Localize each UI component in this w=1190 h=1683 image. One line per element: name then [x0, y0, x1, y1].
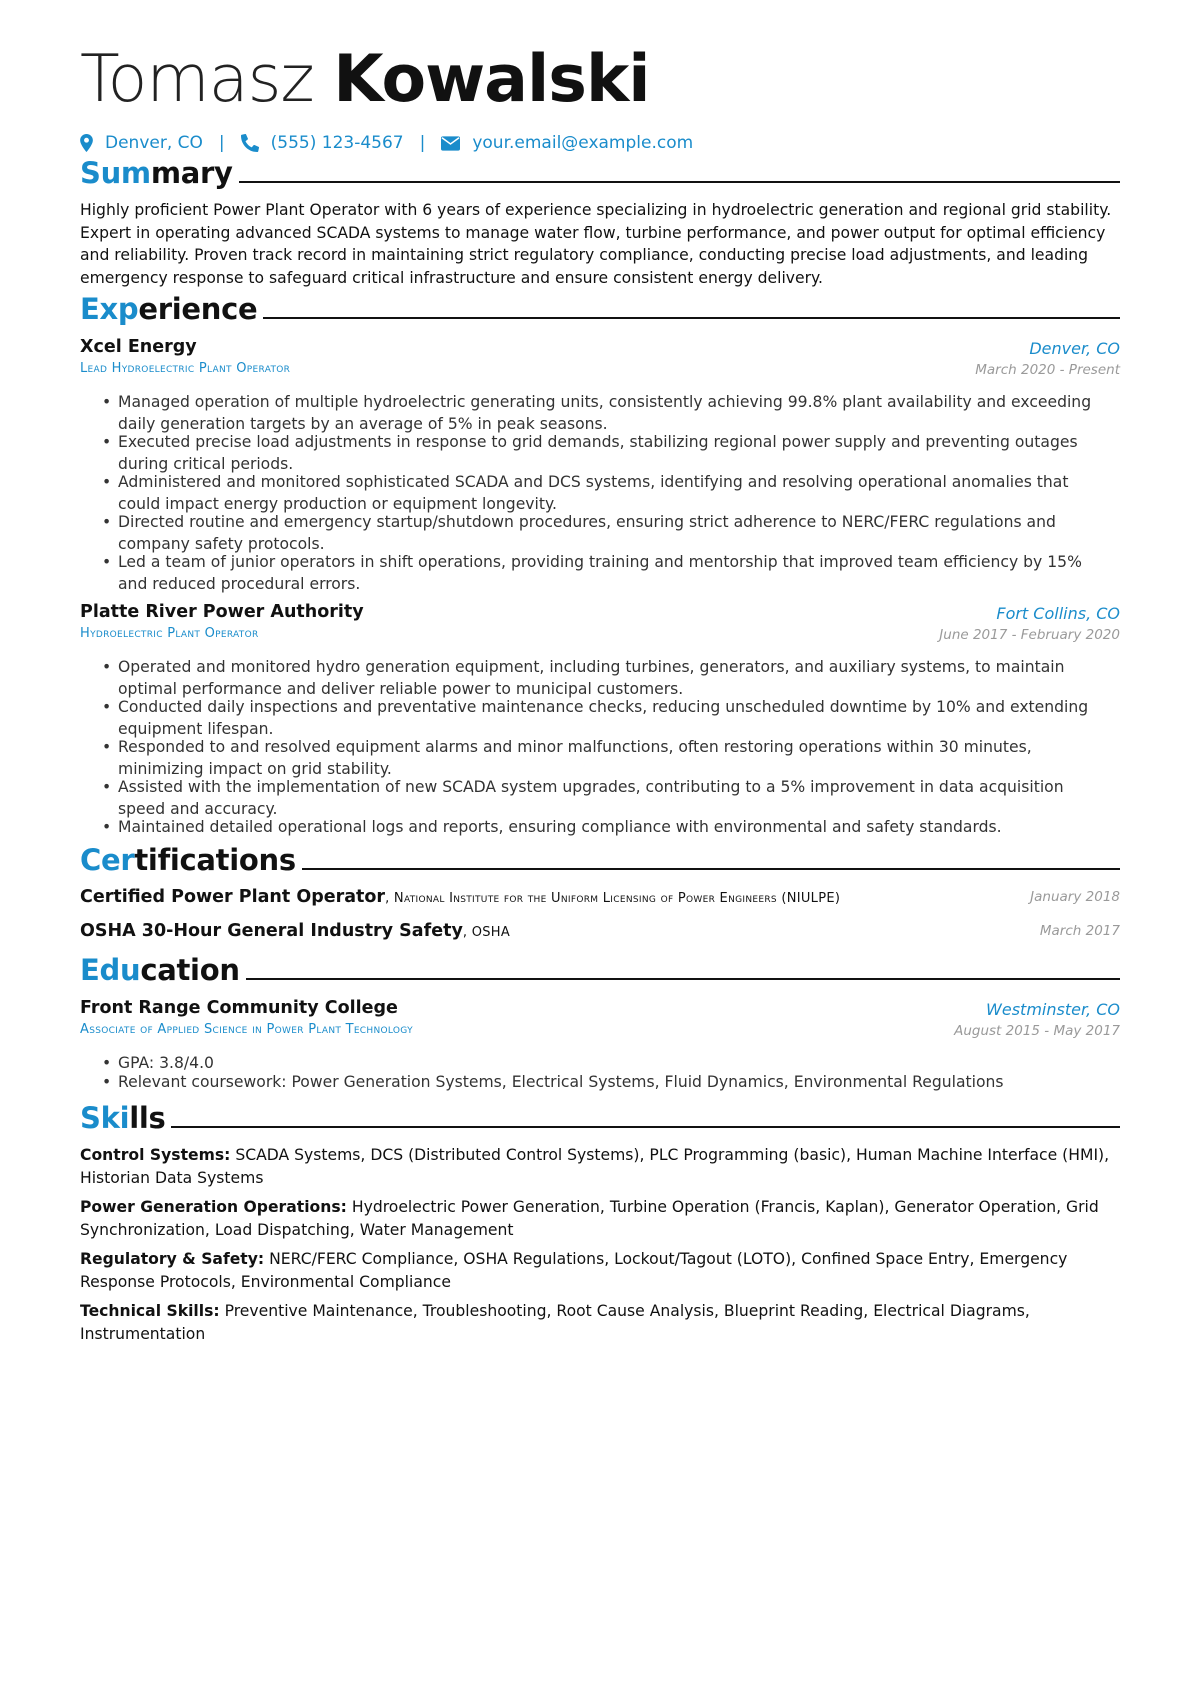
skill-values: NERC/FERC Compliance, OSHA Regulations, Lockout/Tagout (LOTO), Confined Space Entry, Emergency Response Protocols, Environmental Compliance: [80, 1250, 1068, 1291]
list-item: • Relevant coursework: Power Generation Systems, Electrical Systems, Fluid Dynamics, Environmental Regulations: [102, 1072, 1114, 1094]
list-item: • Led a team of junior operators in shift operations, providing training and mentorship that improved team efficiency by 15% and reduced procedural errors.: [102, 552, 1114, 595]
email-link[interactable]: your.email@example.com: [472, 133, 694, 153]
education-dates: August 2015 - May 2017: [954, 1023, 1120, 1039]
section-rule: [246, 978, 1120, 980]
location-text: Denver, CO: [105, 133, 203, 153]
section-header-summary: [80, 156, 1120, 190]
list-item: • Administered and monitored sophisticated SCADA and DCS systems, identifying and resolving operational anomalies that could impact energy production or equipment longevity.: [102, 472, 1114, 515]
section-title: Experience: [80, 292, 258, 326]
certification-item: [80, 921, 1120, 941]
list-item: • Managed operation of multiple hydroelectric generating units, consistently achieving 99.8% plant availability and exceeding daily generation targets by an average of 5% in peak seasons.: [102, 392, 1114, 435]
section-header-education: [80, 953, 1120, 987]
list-item: • GPA: 3.8/4.0: [102, 1053, 1114, 1075]
certification-date: January 2018: [1030, 889, 1120, 905]
list-item: • Operated and monitored hydro generation equipment, including turbines, generators, and auxiliary systems, to maintain optimal performance and deliver reliable power to municipal customers.: [102, 657, 1114, 700]
first-name: Tomasz: [80, 42, 314, 117]
section-header-certifications: [80, 843, 1120, 877]
list-item: • Executed precise load adjustments in response to grid demands, stabilizing regional power supply and preventing outages during critical periods.: [102, 432, 1114, 475]
section-title: Certifications: [80, 843, 296, 877]
company-name: Platte River Power Authority: [80, 602, 364, 622]
job-title: Lead Hydroelectric Plant Operator: [80, 361, 291, 376]
skill-group: [80, 1248, 1120, 1293]
section-rule: [263, 317, 1120, 319]
contact-email[interactable]: [441, 133, 693, 153]
section-title: Summary: [80, 156, 233, 190]
certification-issuer: , OSHA: [462, 925, 511, 940]
certification-name: Certified Power Plant Operator: [80, 887, 386, 907]
job-dates: March 2020 - Present: [975, 362, 1120, 378]
contact-separator: |: [419, 133, 426, 153]
school-location: Westminster, CO: [986, 1000, 1120, 1019]
list-item: • Directed routine and emergency startup/shutdown procedures, ensuring strict adherence to NERC/FERC regulations and company safety protocols.: [102, 512, 1114, 555]
contact-bar: [80, 133, 693, 153]
certification-name: OSHA 30-Hour General Industry Safety: [80, 921, 463, 941]
school-name: Front Range Community College: [80, 998, 398, 1018]
candidate-name: [80, 40, 650, 120]
skill-values: SCADA Systems, DCS (Distributed Control Systems), PLC Programming (basic), Human Machine Interface (HMI), Historian Data Systems: [80, 1146, 1110, 1187]
skill-label: Control Systems:: [80, 1146, 231, 1164]
contact-separator: |: [218, 133, 225, 153]
certification-item: [80, 887, 1120, 907]
contact-phone[interactable]: [241, 133, 404, 153]
contact-location: [80, 133, 203, 153]
phone-icon: [241, 134, 259, 152]
job-title: Hydroelectric Plant Operator: [80, 626, 259, 641]
job-location: Fort Collins, CO: [996, 604, 1120, 623]
degree-title: Associate of Applied Science in Power Plant Technology: [80, 1022, 413, 1037]
certification-date: March 2017: [1039, 923, 1120, 939]
skill-values: Preventive Maintenance, Troubleshooting, Root Cause Analysis, Blueprint Reading, Electrical Diagrams, Instrumentation: [80, 1302, 1030, 1343]
list-item: • Assisted with the implementation of new SCADA system upgrades, contributing to a 5% improvement in data acquisition speed and accuracy.: [102, 777, 1114, 820]
list-item: • Responded to and resolved equipment alarms and minor malfunctions, often restoring operations within 30 minutes, minimizing impact on grid stability.: [102, 737, 1114, 780]
certification-issuer: , National Institute for the Uniform Licensing of Power Engineers (NIULPE): [385, 891, 841, 906]
skill-values: Hydroelectric Power Generation, Turbine Operation (Francis, Kaplan), Generator Operation, Grid Synchronization, Load Dispatching, Water Management: [80, 1198, 1099, 1239]
section-rule: [302, 868, 1120, 870]
job-dates: June 2017 - February 2020: [939, 627, 1120, 643]
summary-text: Highly proficient Power Plant Operator with 6 years of experience specializing in hydroelectric generation and regional grid stability. Expert in operating advanced SCADA systems to manage water flow, turbine performance, and power output for optimal efficiency and reliability. Proven track record in maintaining strict regulatory compliance, conducting precise load adjustments, and leading emergency response to safeguard critical infrastructure and ensure consistent energy delivery.: [80, 201, 1112, 287]
section-title: Skills: [80, 1101, 166, 1135]
job-location: Denver, CO: [1029, 339, 1120, 358]
job-bullets: [102, 657, 1114, 836]
envelope-icon: [441, 136, 460, 151]
list-item: • Maintained detailed operational logs and reports, ensuring compliance with environmental and safety standards.: [102, 817, 1114, 839]
location-pin-icon: [80, 134, 93, 152]
skill-label: Power Generation Operations:: [80, 1198, 347, 1216]
section-rule: [239, 181, 1120, 183]
skill-group: [80, 1144, 1120, 1189]
list-item: • Conducted daily inspections and preventative maintenance checks, reducing unscheduled downtime by 10% and extending equipment lifespan.: [102, 697, 1114, 740]
phone-text: (555) 123-4567: [270, 133, 404, 153]
section-header-experience: [80, 292, 1120, 326]
skill-label: Technical Skills:: [80, 1302, 220, 1320]
section-title: Education: [80, 953, 240, 987]
last-name: Kowalski: [333, 42, 650, 117]
skill-label: Regulatory & Safety:: [80, 1250, 265, 1268]
skill-group: [80, 1300, 1120, 1345]
skill-group: [80, 1196, 1120, 1241]
company-name: Xcel Energy: [80, 337, 197, 357]
education-bullets: [102, 1053, 1114, 1090]
section-rule: [171, 1126, 1120, 1128]
section-header-skills: [80, 1101, 1120, 1135]
job-bullets: [102, 392, 1114, 592]
